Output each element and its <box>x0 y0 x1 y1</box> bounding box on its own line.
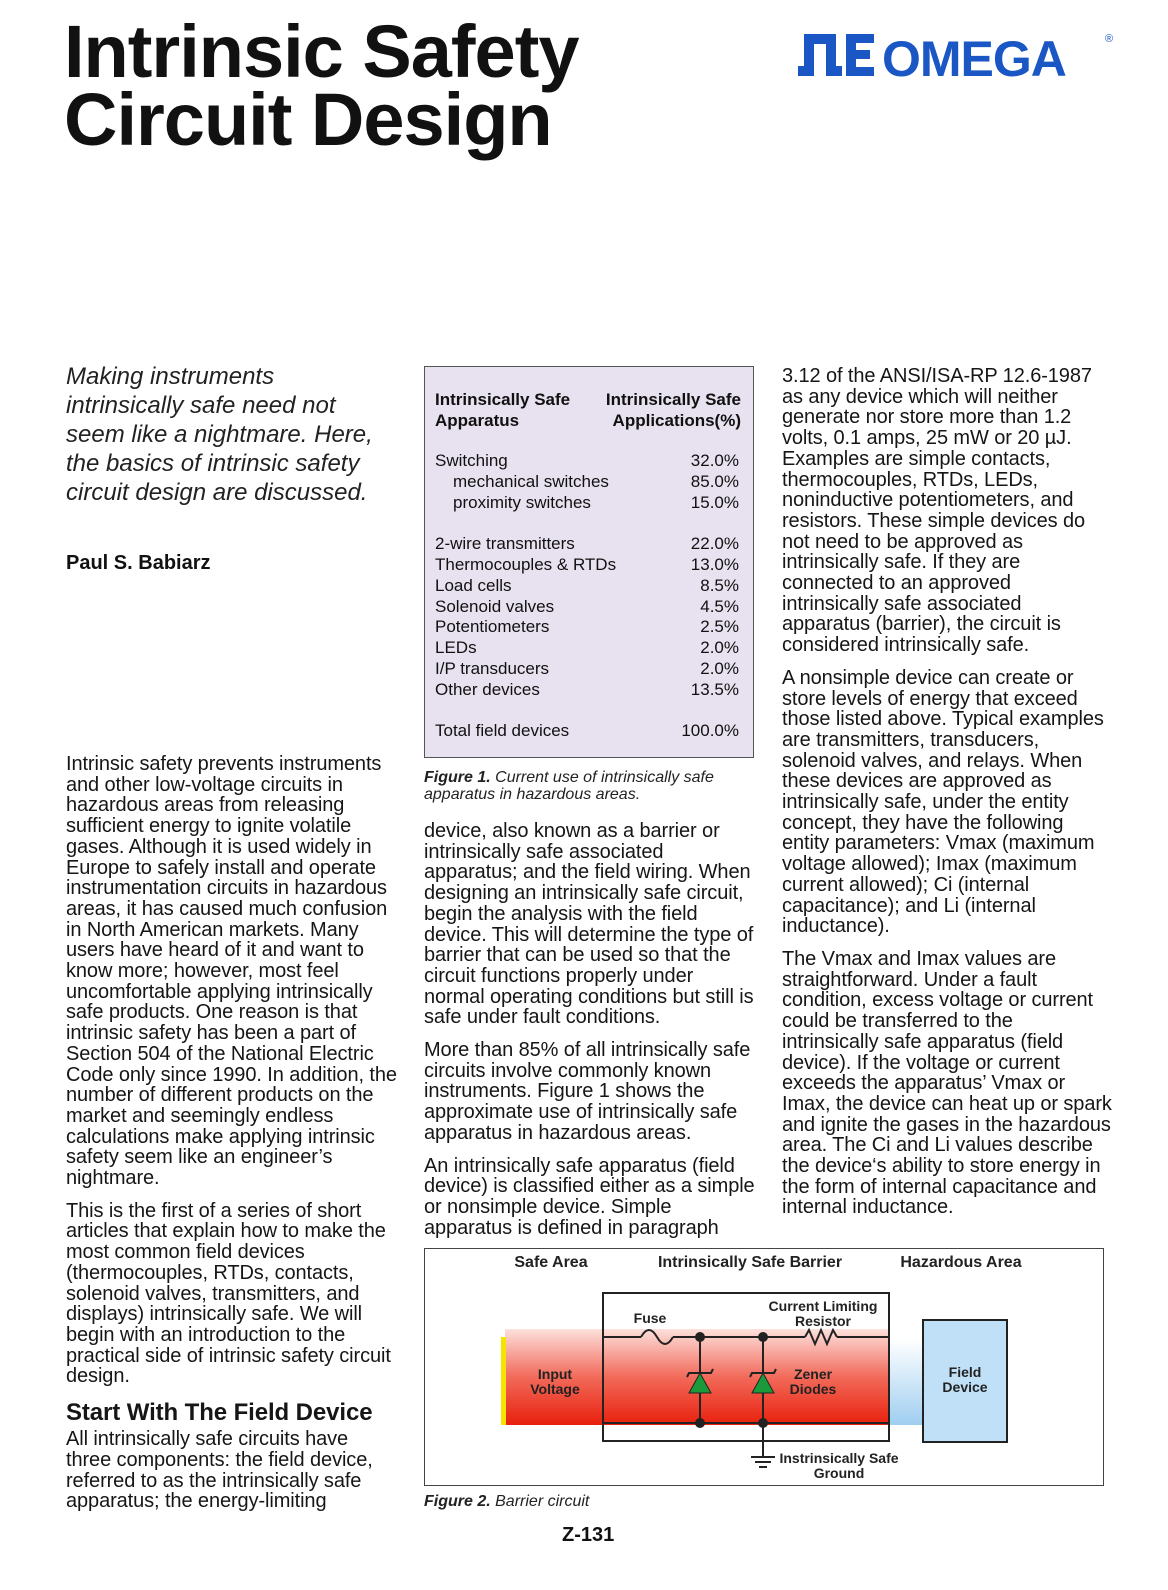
paragraph: The Vmax and Imax values are straightforward. Under a fault condition, excess voltage or current could be transferred to the intrinsically safe apparatus (field device). If the voltage or current exceeds the apparatus’ Vmax or Imax, the device can heat up or spark and ignite the gases in the hazardous area. The Ci and Li values describe the device‘s ability to store energy in the form of internal capacitance and internal inductance. <box>782 947 1112 1219</box>
label-input-1: Input <box>537 1366 573 1382</box>
label-ground-1: Instrinsically Safe <box>779 1450 899 1466</box>
table-row: Solenoid valves 4.5% <box>435 596 739 616</box>
paragraph: This is the first of a series of short articles that explain how to make the most common field devices (thermocouples, RTDs, contacts, solenoid valves, transmitters, and displays) intrinsically safe. We will begin with an introduction to the practical side of intrinsic safety circuit design. <box>66 1199 391 1388</box>
figure-2-diagram <box>424 1248 1104 1486</box>
paragraph: More than 85% of all intrinsically safe circuits involve commonly known instruments. Figure 1 shows the approximate use of intrinsically safe apparatus in hazardous areas. <box>424 1039 751 1144</box>
label-resistor-2: Resistor <box>794 1313 852 1329</box>
intro-deck: Making instruments intrinsically safe need not seem like a nightmare. Here, the basics of intrinsic safety circuit design are discussed. <box>66 363 373 506</box>
title-line-1: Intrinsic Safety <box>64 10 579 93</box>
field-wiring-band <box>889 1339 923 1425</box>
figure-1-table <box>424 366 754 758</box>
input-edge <box>501 1337 506 1425</box>
figure-1-caption: Figure 1. Current use of intrinsically safe apparatus in hazardous areas. <box>424 769 714 803</box>
barrier-circuit-svg <box>425 1249 1103 1485</box>
label-zener-1: Zener <box>793 1366 833 1382</box>
label-ground-2: Ground <box>813 1465 865 1481</box>
paragraph: All intrinsically safe circuits have three components: the field device, referred to as the intrinsically safe apparatus; the energy-limiting <box>66 1428 373 1513</box>
label-barrier: Intrinsically Safe Barrier <box>657 1254 843 1271</box>
omega-logo <box>796 26 1118 86</box>
column-header-applications: Intrinsically Safe <box>605 390 741 409</box>
label-zener-2: Diodes <box>789 1381 837 1397</box>
label-input-2: Voltage <box>530 1381 580 1397</box>
paragraph: device, also known as a barrier or intrinsically safe associated apparatus; and the field wiring. When designing an intrinsically safe circuit, begin the analysis with the field device. This will determine the type of barrier that can be used so that the circuit functions properly under normal operating conditions but still is safe under fault conditions. <box>424 820 754 1029</box>
title-line-2: Circuit Design <box>64 78 552 161</box>
figure-2-caption: Figure 2. Barrier circuit <box>424 1493 590 1510</box>
label-hazardous-area: Hazardous Area <box>900 1254 1022 1271</box>
table-row: mechanical switches 85.0% <box>453 471 739 491</box>
paragraph: An intrinsically safe apparatus (field device) is classified either as a simple or nonsimple device. Simple apparatus is defined in paragraph <box>424 1154 755 1239</box>
table-row-total: Total field devices 100.0% <box>435 721 739 741</box>
page-number: Z-131 <box>562 1524 615 1546</box>
logo-text: OMEGA <box>882 31 1066 86</box>
paragraph: Intrinsic safety prevents instruments and other low-voltage circuits in hazardous areas from releasing sufficient energy to ignite volatile gases. Although it is used widely in Europe to safely install and operate instrumentation circuits in hazardous areas, it has caused much confusion in North American markets. Many users have heard of it and want to know more; however, most feel uncomfortable applying intrinsically safe products. One reason is that intrinsic safety has been a part of Section 504 of the National Electric Code only since 1990. In addition, the number of different products on the market and seemingly endless calculations make applying intrinsic safety seem like an engineer’s nightmare. <box>66 753 397 1190</box>
column-header-applications-2: Applications(%) <box>612 411 741 430</box>
label-resistor-1: Current Limiting <box>768 1298 878 1314</box>
paragraph: A nonsimple device can create or store levels of energy that exceed those listed above. Typical examples are transmitters, transducers, solenoid valves, and relays. When these devices are approved as intrinsically safe, under the entity concept, they have the following entity parameters: Vmax (maximum voltage allowed); Imax (maximum current allowed); Ci (internal capacitance); and Li (internal inductance). <box>782 666 1104 938</box>
table-row: Switching 32.0% <box>435 451 739 470</box>
label-field-1: Field <box>948 1364 982 1380</box>
table-row: Load cells 8.5% <box>435 575 739 595</box>
column-header-apparatus-2: Apparatus <box>435 411 520 430</box>
table-body <box>435 451 739 742</box>
paragraph: 3.12 of the ANSI/ISA-RP 12.6-1987 as any device which will neither generate nor store more than 1.2 volts, 0.1 amps, 25 mW or 20 µJ. Examples are simple contacts, thermocouples, RTDs, LEDs, noninductive potentiometers, and resistors. These simple devices do not need to be approved as intrinsically safe. If they are connected to an approved intrinsically safe associated apparatus (barrier), the circuit is considered intrinsically safe. <box>782 365 1092 657</box>
table-row: Other devices 13.5% <box>435 679 739 699</box>
table-row: I/P transducers 2.0% <box>435 658 739 678</box>
table-row: LEDs 2.0% <box>435 638 739 658</box>
table-row: proximity switches 15.0% <box>453 492 739 512</box>
label-fuse: Fuse <box>633 1310 667 1326</box>
table-row: 2-wire transmitters 22.0% <box>435 534 739 554</box>
page-title <box>64 10 579 161</box>
section-heading: Start With The Field Device <box>66 1399 373 1427</box>
registered-mark: ® <box>1105 33 1114 45</box>
column-1 <box>66 754 398 1524</box>
label-field-2: Device <box>942 1379 988 1395</box>
column-3 <box>782 366 1112 1230</box>
table-row: Potentiometers 2.5% <box>435 617 739 637</box>
author-byline: Paul S. Babiarz <box>66 552 211 574</box>
table-row: Thermocouples & RTDs 13.0% <box>435 554 739 574</box>
ground-icon <box>751 1457 775 1467</box>
column-header-apparatus: Intrinsically Safe <box>435 390 571 409</box>
omega-symbol-icon <box>798 34 874 76</box>
column-2 <box>424 821 758 1250</box>
label-safe-area: Safe Area <box>514 1254 588 1271</box>
